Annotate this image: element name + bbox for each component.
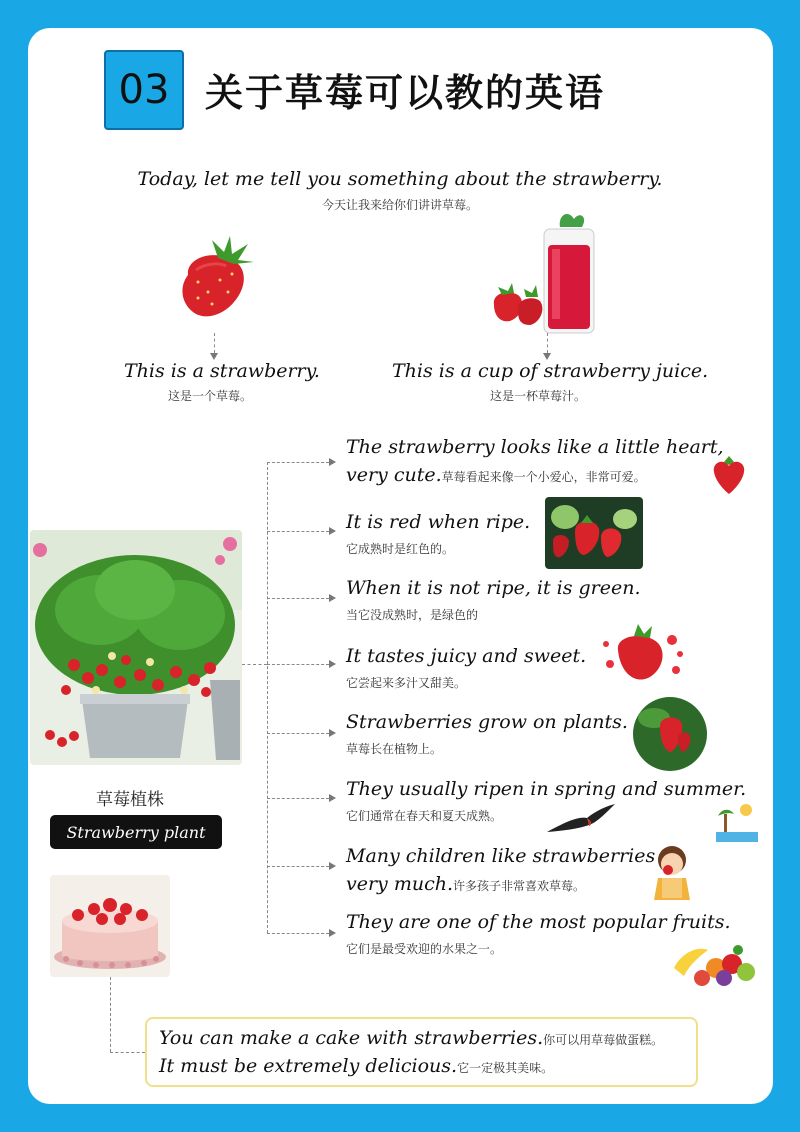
fact-green-chinese: 当它没成熟时，是绿色的 bbox=[346, 608, 479, 622]
cake-connector-line bbox=[110, 977, 111, 1052]
fact-green-english: When it is not ripe, it is green. bbox=[346, 577, 641, 599]
arrow-down-icon bbox=[543, 353, 551, 360]
arrow-right-icon bbox=[329, 929, 336, 937]
summer-beach-icon bbox=[716, 800, 758, 842]
fact-heart-line2 bbox=[346, 464, 646, 486]
fact-popular-english: They are one of the most popular fruits. bbox=[346, 911, 731, 933]
bracket-line bbox=[267, 462, 268, 933]
bracket-stem bbox=[242, 664, 267, 665]
intro-english: Today, let me tell you something about the strawberry. bbox=[137, 168, 663, 190]
fact-popular-chinese: 它们是最受欢迎的水果之一。 bbox=[346, 942, 503, 956]
cake-note-line1 bbox=[159, 1027, 663, 1049]
cake-note-line2-english: It must be extremely delicious. bbox=[159, 1055, 458, 1077]
strawberry-heart-icon bbox=[708, 454, 750, 498]
fact-red-english: It is red when ripe. bbox=[346, 511, 531, 533]
arrow-right-icon bbox=[329, 862, 336, 870]
plant-label-english: Strawberry plant bbox=[66, 822, 206, 842]
cake-note-box bbox=[145, 1017, 698, 1087]
strawberry-image bbox=[168, 230, 260, 322]
swallow-bird-icon bbox=[545, 802, 617, 838]
connector-line bbox=[267, 933, 329, 934]
cake-note-line1-english: You can make a cake with strawberries. bbox=[159, 1027, 544, 1049]
arrow-right-icon bbox=[329, 660, 336, 668]
connector-line bbox=[267, 733, 329, 734]
plant-label-tag bbox=[50, 815, 222, 849]
fact-children-chinese: 许多孩子非常喜欢草莓。 bbox=[453, 879, 586, 893]
connector-line bbox=[267, 798, 329, 799]
connector-line bbox=[267, 664, 329, 665]
connector-line bbox=[267, 598, 329, 599]
section-number: 03 bbox=[118, 67, 170, 113]
arrow-right-icon bbox=[329, 458, 336, 466]
connector-line bbox=[267, 531, 329, 532]
cake-connector-line bbox=[110, 1052, 145, 1053]
fact-taste-english: It tastes juicy and sweet. bbox=[346, 645, 587, 667]
strawberry-cake-photo bbox=[50, 875, 170, 977]
cake-note-line2 bbox=[159, 1055, 553, 1077]
fact-heart-line1: The strawberry looks like a little heart, bbox=[346, 436, 724, 458]
fact-taste-chinese: 它尝起来多汁又甜美。 bbox=[346, 676, 467, 690]
connector-line bbox=[547, 333, 548, 353]
example-strawberry-english: This is a strawberry. bbox=[124, 360, 320, 382]
connector-line bbox=[214, 333, 215, 353]
fact-plants-chinese: 草莓长在植物上。 bbox=[346, 742, 443, 756]
child-eating-icon bbox=[648, 842, 696, 904]
fact-heart-english: very cute. bbox=[346, 464, 442, 486]
cake-note-line2-chinese: 它一定极其美味。 bbox=[457, 1061, 554, 1075]
fact-red-chinese: 它成熟时是红色的。 bbox=[346, 542, 455, 556]
example-strawberry-chinese: 这是一个草莓。 bbox=[168, 389, 253, 403]
strawberry-plant-photo bbox=[30, 530, 242, 765]
fact-children-line2 bbox=[346, 873, 585, 895]
strawberry-on-plant-icon bbox=[632, 696, 708, 772]
example-juice-chinese: 这是一杯草莓汁。 bbox=[490, 389, 587, 403]
section-number-badge bbox=[104, 50, 184, 130]
connector-line bbox=[267, 866, 329, 867]
fact-children-line1: Many children like strawberries bbox=[346, 845, 656, 867]
example-juice-english: This is a cup of strawberry juice. bbox=[392, 360, 709, 382]
arrow-right-icon bbox=[329, 794, 336, 802]
fact-children-english: very much. bbox=[346, 873, 454, 895]
fact-season-english: They usually ripen in spring and summer. bbox=[346, 778, 747, 800]
intro-chinese: 今天让我来给你们讲讲草莓。 bbox=[321, 198, 478, 212]
fact-plants-english: Strawberries grow on plants. bbox=[346, 711, 628, 733]
fact-heart-chinese: 草莓看起来像一个小爱心，非常可爱。 bbox=[441, 470, 646, 484]
plant-label-chinese: 草莓植株 bbox=[96, 790, 164, 810]
arrow-right-icon bbox=[329, 594, 336, 602]
connector-line bbox=[267, 462, 329, 463]
cake-note-line1-chinese: 你可以用草莓做蛋糕。 bbox=[543, 1033, 664, 1047]
arrow-down-icon bbox=[210, 353, 218, 360]
strawberry-splash-icon bbox=[600, 620, 692, 686]
page-title: 关于草莓可以教的英语 bbox=[205, 71, 606, 115]
fact-season-chinese: 它们通常在春天和夏天成熟。 bbox=[346, 809, 503, 823]
arrow-right-icon bbox=[329, 527, 336, 535]
ripe-strawberries-photo bbox=[545, 497, 643, 569]
arrow-right-icon bbox=[329, 729, 336, 737]
fruit-basket-icon bbox=[672, 942, 760, 988]
strawberry-juice-image bbox=[488, 205, 603, 335]
